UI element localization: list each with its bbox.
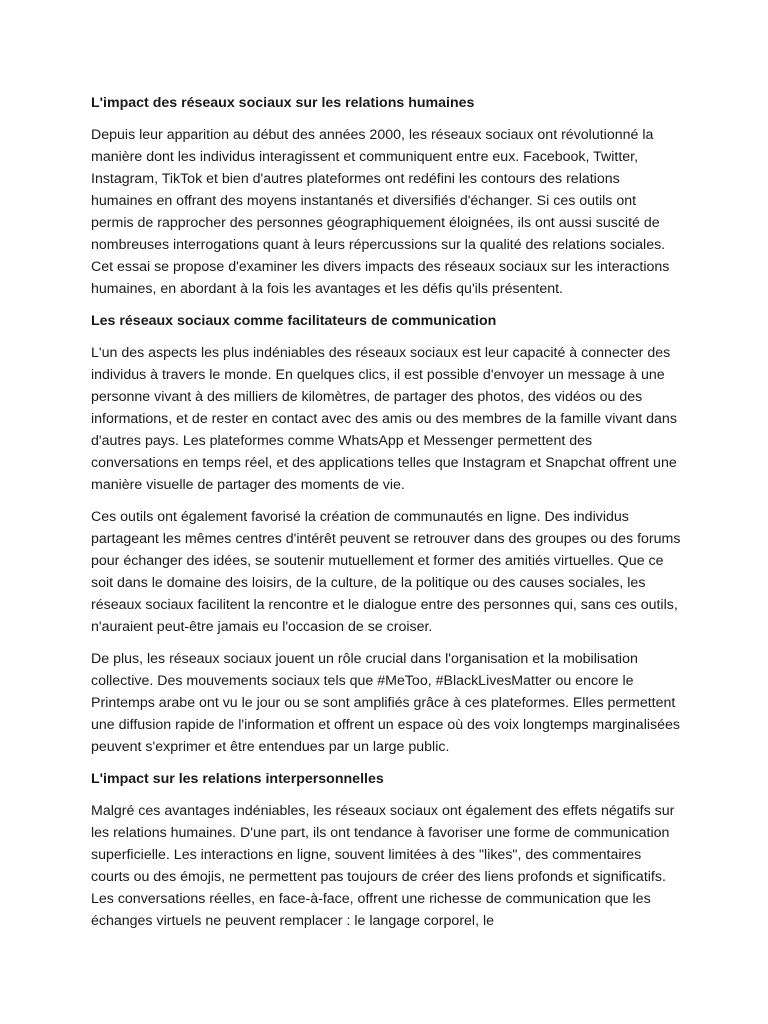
section-heading: Les réseaux sociaux comme facilitateurs de communication	[91, 313, 497, 329]
paragraph: De plus, les réseaux sociaux jouent un rôle crucial dans l'organisation et la mobilisation collective. Des mouvements sociaux tels que #MeToo, #BlackLivesMatter ou encore le Printemps arabe ont vu le jour ou se sont amplifiés grâce à ces plateformes. Elles permettent une diffusion rapide de l'information et offrent un espace où des voix longtemps marginalisées peuvent s'exprimer et être entendues par un large public.	[91, 651, 680, 755]
paragraph: Ces outils ont également favorisé la création de communautés en ligne. Des individus partageant les mêmes centres d'intérêt peuvent se retrouver dans des groupes ou des forums pour échanger des idées, se soutenir mutuellement et former des amitiés virtuelles. Que ce soit dans le domaine des loisirs, de la culture, de la politique ou des causes sociales, les réseaux sociaux facilitent la rencontre et le dialogue entre des personnes qui, sans ces outils, n'auraient peut-être jamais eu l'occasion de se croiser.	[91, 509, 681, 635]
paragraph: L'un des aspects les plus indéniables des réseaux sociaux est leur capacité à connecter des individus à travers le monde. En quelques clics, il est possible d'envoyer un message à une personne vivant à des milliers de kilomètres, de partager des photos, des vidéos ou des informations, et de rester en contact avec des amis ou des membres de la famille vivant dans d'autres pays. Les plateformes comme WhatsApp et Messenger permettent des conversations en temps réel, et des applications telles que Instagram et Snapchat offrent une manière visuelle de partager des moments de vie.	[91, 345, 677, 493]
section-heading: L'impact des réseaux sociaux sur les relations humaines	[91, 95, 475, 111]
paragraph: Malgré ces avantages indéniables, les réseaux sociaux ont également des effets négatifs sur les relations humaines. D'une part, ils ont tendance à favoriser une forme de communication superficielle. Les interactions en ligne, souvent limitées à des "likes", des commentaires courts ou des émojis, ne permettent pas toujours de créer des liens profonds et significatifs. Les conversations réelles, en face-à-face, offrent une richesse de communication que les échanges virtuels ne peuvent remplacer : le langage corporel, le	[91, 803, 675, 929]
section-heading: L'impact sur les relations interpersonnelles	[91, 771, 384, 787]
document-page	[91, 92, 681, 942]
paragraph: Depuis leur apparition au début des années 2000, les réseaux sociaux ont révolutionné la manière dont les individus interagissent et communiquent entre eux. Facebook, Twitter, Instagram, TikTok et bien d'autres plateformes ont redéfini les contours des relations humaines en offrant des moyens instantanés et diversifiés d'échanger. Si ces outils ont permis de rapprocher des personnes géographiquement éloignées, ils ont aussi suscité de nombreuses interrogations quant à leurs répercussions sur la qualité des relations sociales. Cet essai se propose d'examiner les divers impacts des réseaux sociaux sur les interactions humaines, en abordant à la fois les avantages et les défis qu'ils présentent.	[91, 127, 670, 297]
